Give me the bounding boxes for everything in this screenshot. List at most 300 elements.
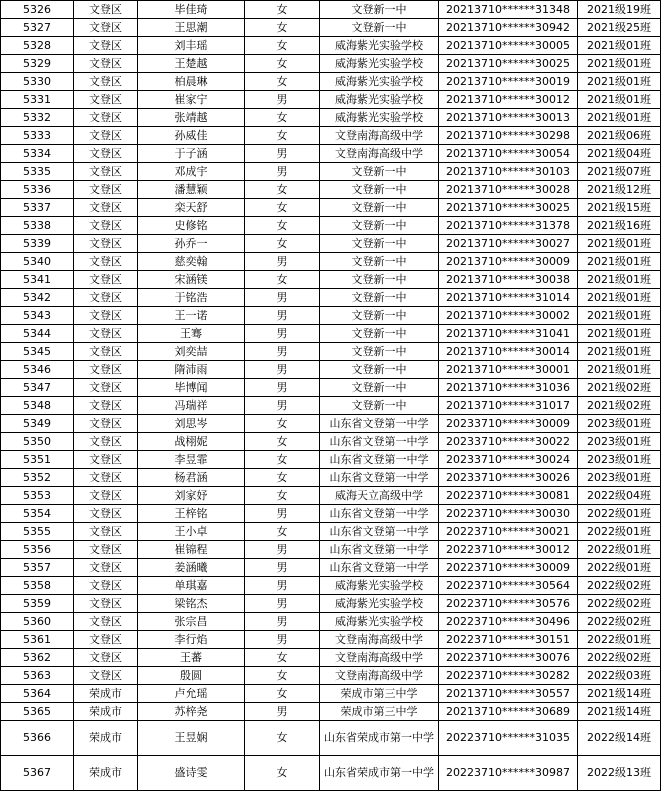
table-row xyxy=(1,19,661,37)
row-number-cell: 5345 xyxy=(1,343,74,361)
table-row xyxy=(1,667,661,685)
gender-cell: 女 xyxy=(245,667,320,685)
student-id-cell: 20213710******30025 xyxy=(439,199,578,217)
student-id-cell: 20233710******30022 xyxy=(439,433,578,451)
row-number-cell: 5359 xyxy=(1,595,74,613)
district-cell: 文登区 xyxy=(74,1,138,19)
class-cell: 2021级01班 xyxy=(578,325,661,343)
name-cell: 姜涵曦 xyxy=(138,559,245,577)
district-cell: 文登区 xyxy=(74,505,138,523)
gender-cell: 女 xyxy=(245,433,320,451)
table-row xyxy=(1,37,661,55)
name-cell: 李昱霏 xyxy=(138,451,245,469)
student-id-cell: 20213710******31348 xyxy=(439,1,578,19)
row-number-cell: 5337 xyxy=(1,199,74,217)
table-row xyxy=(1,163,661,181)
school-cell: 山东省文登第一中学 xyxy=(320,415,439,433)
student-id-cell: 20213710******30005 xyxy=(439,37,578,55)
class-cell: 2023级01班 xyxy=(578,451,661,469)
school-cell: 山东省文登第一中学 xyxy=(320,469,439,487)
district-cell: 文登区 xyxy=(74,577,138,595)
class-cell: 2021级14班 xyxy=(578,703,661,721)
school-cell: 文登新一中 xyxy=(320,217,439,235)
name-cell: 王蕃 xyxy=(138,649,245,667)
district-cell: 文登区 xyxy=(74,451,138,469)
gender-cell: 女 xyxy=(245,235,320,253)
school-cell: 威海紫光实验学校 xyxy=(320,577,439,595)
name-cell: 杨君涵 xyxy=(138,469,245,487)
student-id-cell: 20223710******31035 xyxy=(439,721,578,756)
gender-cell: 女 xyxy=(245,109,320,127)
gender-cell: 女 xyxy=(245,199,320,217)
district-cell: 文登区 xyxy=(74,343,138,361)
name-cell: 孙威佳 xyxy=(138,127,245,145)
gender-cell: 男 xyxy=(245,559,320,577)
district-cell: 文登区 xyxy=(74,19,138,37)
gender-cell: 男 xyxy=(245,397,320,415)
school-cell: 文登南海高级中学 xyxy=(320,127,439,145)
table-row xyxy=(1,199,661,217)
row-number-cell: 5351 xyxy=(1,451,74,469)
district-cell: 文登区 xyxy=(74,307,138,325)
district-cell: 文登区 xyxy=(74,631,138,649)
class-cell: 2021级01班 xyxy=(578,109,661,127)
row-number-cell: 5346 xyxy=(1,361,74,379)
student-id-cell: 20223710******30076 xyxy=(439,649,578,667)
student-id-cell: 20213710******30298 xyxy=(439,127,578,145)
name-cell: 于子涵 xyxy=(138,145,245,163)
student-id-cell: 20223710******30282 xyxy=(439,667,578,685)
class-cell: 2022级13班 xyxy=(578,756,661,791)
name-cell: 李行焰 xyxy=(138,631,245,649)
district-cell: 文登区 xyxy=(74,559,138,577)
name-cell: 王思潮 xyxy=(138,19,245,37)
gender-cell: 男 xyxy=(245,307,320,325)
name-cell: 王小卓 xyxy=(138,523,245,541)
table-row xyxy=(1,271,661,289)
school-cell: 山东省文登第一中学 xyxy=(320,541,439,559)
table-row xyxy=(1,433,661,451)
row-number-cell: 5350 xyxy=(1,433,74,451)
table-row xyxy=(1,235,661,253)
class-cell: 2021级01班 xyxy=(578,91,661,109)
district-cell: 文登区 xyxy=(74,73,138,91)
table-row xyxy=(1,343,661,361)
name-cell: 慈奕翰 xyxy=(138,253,245,271)
student-id-cell: 20223710******30576 xyxy=(439,595,578,613)
district-cell: 文登区 xyxy=(74,127,138,145)
name-cell: 刘奕喆 xyxy=(138,343,245,361)
row-number-cell: 5338 xyxy=(1,217,74,235)
school-cell: 威海紫光实验学校 xyxy=(320,91,439,109)
class-cell: 2023级01班 xyxy=(578,469,661,487)
table-row xyxy=(1,127,661,145)
row-number-cell: 5363 xyxy=(1,667,74,685)
class-cell: 2021级02班 xyxy=(578,379,661,397)
table-row xyxy=(1,685,661,703)
district-cell: 文登区 xyxy=(74,253,138,271)
row-number-cell: 5341 xyxy=(1,271,74,289)
row-number-cell: 5328 xyxy=(1,37,74,55)
student-id-cell: 20213710******30038 xyxy=(439,271,578,289)
class-cell: 2021级01班 xyxy=(578,343,661,361)
gender-cell: 女 xyxy=(245,523,320,541)
school-cell: 文登南海高级中学 xyxy=(320,631,439,649)
student-id-cell: 20223710******30987 xyxy=(439,756,578,791)
table-row xyxy=(1,541,661,559)
student-id-cell: 20213710******30012 xyxy=(439,91,578,109)
district-cell: 文登区 xyxy=(74,649,138,667)
table-row xyxy=(1,379,661,397)
name-cell: 王楚越 xyxy=(138,55,245,73)
name-cell: 卢允瑶 xyxy=(138,685,245,703)
class-cell: 2022级02班 xyxy=(578,595,661,613)
gender-cell: 女 xyxy=(245,487,320,505)
name-cell: 殷圆 xyxy=(138,667,245,685)
student-id-cell: 20213710******31378 xyxy=(439,217,578,235)
district-cell: 文登区 xyxy=(74,613,138,631)
class-cell: 2022级03班 xyxy=(578,667,661,685)
row-number-cell: 5347 xyxy=(1,379,74,397)
school-cell: 山东省文登第一中学 xyxy=(320,523,439,541)
name-cell: 王梓铭 xyxy=(138,505,245,523)
row-number-cell: 5326 xyxy=(1,1,74,19)
school-cell: 山东省荣成市第一中学 xyxy=(320,721,439,756)
district-cell: 文登区 xyxy=(74,163,138,181)
class-cell: 2021级25班 xyxy=(578,19,661,37)
row-number-cell: 5329 xyxy=(1,55,74,73)
class-cell: 2022级01班 xyxy=(578,541,661,559)
student-id-cell: 20223710******30021 xyxy=(439,523,578,541)
name-cell: 张宗昌 xyxy=(138,613,245,631)
school-cell: 文登南海高级中学 xyxy=(320,667,439,685)
class-cell: 2021级07班 xyxy=(578,163,661,181)
school-cell: 文登新一中 xyxy=(320,361,439,379)
district-cell: 文登区 xyxy=(74,487,138,505)
gender-cell: 女 xyxy=(245,37,320,55)
student-id-cell: 20223710******30030 xyxy=(439,505,578,523)
name-cell: 王骞 xyxy=(138,325,245,343)
class-cell: 2022级04班 xyxy=(578,487,661,505)
row-number-cell: 5357 xyxy=(1,559,74,577)
class-cell: 2022级02班 xyxy=(578,613,661,631)
row-number-cell: 5327 xyxy=(1,19,74,37)
district-cell: 文登区 xyxy=(74,433,138,451)
class-cell: 2021级01班 xyxy=(578,289,661,307)
student-id-cell: 20213710******30054 xyxy=(439,145,578,163)
school-cell: 威海紫光实验学校 xyxy=(320,595,439,613)
gender-cell: 女 xyxy=(245,217,320,235)
table-row xyxy=(1,613,661,631)
name-cell: 刘思岑 xyxy=(138,415,245,433)
name-cell: 宋涵镁 xyxy=(138,271,245,289)
name-cell: 张靖越 xyxy=(138,109,245,127)
district-cell: 文登区 xyxy=(74,181,138,199)
class-cell: 2023级01班 xyxy=(578,433,661,451)
student-id-cell: 20213710******30103 xyxy=(439,163,578,181)
row-number-cell: 5352 xyxy=(1,469,74,487)
district-cell: 荣成市 xyxy=(74,756,138,791)
table-row xyxy=(1,559,661,577)
row-number-cell: 5364 xyxy=(1,685,74,703)
gender-cell: 男 xyxy=(245,703,320,721)
student-id-cell: 20213710******30002 xyxy=(439,307,578,325)
gender-cell: 男 xyxy=(245,613,320,631)
student-id-cell: 20213710******30689 xyxy=(439,703,578,721)
table-row xyxy=(1,325,661,343)
row-number-cell: 5336 xyxy=(1,181,74,199)
name-cell: 毕博闻 xyxy=(138,379,245,397)
name-cell: 单琪嘉 xyxy=(138,577,245,595)
district-cell: 文登区 xyxy=(74,325,138,343)
district-cell: 文登区 xyxy=(74,469,138,487)
student-id-cell: 20233710******30026 xyxy=(439,469,578,487)
table-row xyxy=(1,361,661,379)
name-cell: 于铭浩 xyxy=(138,289,245,307)
gender-cell: 女 xyxy=(245,451,320,469)
student-id-cell: 20223710******30151 xyxy=(439,631,578,649)
school-cell: 威海紫光实验学校 xyxy=(320,109,439,127)
row-number-cell: 5361 xyxy=(1,631,74,649)
student-id-cell: 20213710******31036 xyxy=(439,379,578,397)
gender-cell: 男 xyxy=(245,289,320,307)
student-id-cell: 20213710******30019 xyxy=(439,73,578,91)
school-cell: 山东省文登第一中学 xyxy=(320,433,439,451)
school-cell: 文登新一中 xyxy=(320,289,439,307)
row-number-cell: 5349 xyxy=(1,415,74,433)
gender-cell: 女 xyxy=(245,19,320,37)
student-id-cell: 20223710******30496 xyxy=(439,613,578,631)
school-cell: 文登新一中 xyxy=(320,343,439,361)
table-row xyxy=(1,73,661,91)
student-id-cell: 20213710******31041 xyxy=(439,325,578,343)
gender-cell: 男 xyxy=(245,91,320,109)
table-row xyxy=(1,145,661,163)
gender-cell: 男 xyxy=(245,505,320,523)
row-number-cell: 5344 xyxy=(1,325,74,343)
row-number-cell: 5330 xyxy=(1,73,74,91)
school-cell: 文登新一中 xyxy=(320,1,439,19)
gender-cell: 女 xyxy=(245,1,320,19)
table-row xyxy=(1,595,661,613)
gender-cell: 男 xyxy=(245,631,320,649)
row-number-cell: 5362 xyxy=(1,649,74,667)
district-cell: 文登区 xyxy=(74,397,138,415)
district-cell: 文登区 xyxy=(74,541,138,559)
class-cell: 2021级01班 xyxy=(578,307,661,325)
table-row xyxy=(1,109,661,127)
table-row xyxy=(1,703,661,721)
gender-cell: 男 xyxy=(245,325,320,343)
district-cell: 文登区 xyxy=(74,415,138,433)
name-cell: 王一诺 xyxy=(138,307,245,325)
district-cell: 文登区 xyxy=(74,667,138,685)
district-cell: 文登区 xyxy=(74,361,138,379)
gender-cell: 男 xyxy=(245,163,320,181)
gender-cell: 女 xyxy=(245,756,320,791)
student-id-cell: 20213710******30001 xyxy=(439,361,578,379)
gender-cell: 女 xyxy=(245,415,320,433)
school-cell: 文登新一中 xyxy=(320,199,439,217)
gender-cell: 男 xyxy=(245,595,320,613)
student-id-cell: 20213710******30942 xyxy=(439,19,578,37)
school-cell: 荣成市第三中学 xyxy=(320,703,439,721)
name-cell: 孙乔一 xyxy=(138,235,245,253)
class-cell: 2023级01班 xyxy=(578,415,661,433)
row-number-cell: 5334 xyxy=(1,145,74,163)
student-id-cell: 20213710******30013 xyxy=(439,109,578,127)
student-id-cell: 20213710******30557 xyxy=(439,685,578,703)
row-number-cell: 5358 xyxy=(1,577,74,595)
gender-cell: 女 xyxy=(245,721,320,756)
gender-cell: 男 xyxy=(245,343,320,361)
table-row xyxy=(1,469,661,487)
table-row xyxy=(1,649,661,667)
row-number-cell: 5366 xyxy=(1,721,74,756)
school-cell: 文登南海高级中学 xyxy=(320,145,439,163)
student-id-cell: 20223710******30081 xyxy=(439,487,578,505)
class-cell: 2021级12班 xyxy=(578,181,661,199)
student-id-cell: 20213710******30025 xyxy=(439,55,578,73)
row-number-cell: 5356 xyxy=(1,541,74,559)
school-cell: 山东省文登第一中学 xyxy=(320,505,439,523)
name-cell: 梁铭杰 xyxy=(138,595,245,613)
student-id-cell: 20233710******30024 xyxy=(439,451,578,469)
name-cell: 崔家宁 xyxy=(138,91,245,109)
class-cell: 2022级14班 xyxy=(578,721,661,756)
name-cell: 毕佳琦 xyxy=(138,1,245,19)
school-cell: 山东省荣成市第一中学 xyxy=(320,756,439,791)
student-id-cell: 20233710******30009 xyxy=(439,415,578,433)
name-cell: 苏梓尧 xyxy=(138,703,245,721)
class-cell: 2022级02班 xyxy=(578,577,661,595)
row-number-cell: 5339 xyxy=(1,235,74,253)
table-row xyxy=(1,505,661,523)
row-number-cell: 5332 xyxy=(1,109,74,127)
table-row xyxy=(1,289,661,307)
row-number-cell: 5354 xyxy=(1,505,74,523)
class-cell: 2021级16班 xyxy=(578,217,661,235)
district-cell: 荣成市 xyxy=(74,703,138,721)
class-cell: 2022级01班 xyxy=(578,559,661,577)
row-number-cell: 5331 xyxy=(1,91,74,109)
student-id-cell: 20213710******30028 xyxy=(439,181,578,199)
district-cell: 文登区 xyxy=(74,55,138,73)
name-cell: 史修铭 xyxy=(138,217,245,235)
district-cell: 文登区 xyxy=(74,379,138,397)
class-cell: 2021级01班 xyxy=(578,73,661,91)
district-cell: 文登区 xyxy=(74,199,138,217)
district-cell: 文登区 xyxy=(74,217,138,235)
name-cell: 刘家妤 xyxy=(138,487,245,505)
class-cell: 2021级19班 xyxy=(578,1,661,19)
class-cell: 2021级02班 xyxy=(578,397,661,415)
table-row xyxy=(1,721,661,756)
name-cell: 冯瑞祥 xyxy=(138,397,245,415)
class-cell: 2021级15班 xyxy=(578,199,661,217)
name-cell: 邓成宇 xyxy=(138,163,245,181)
district-cell: 文登区 xyxy=(74,595,138,613)
school-cell: 文登新一中 xyxy=(320,379,439,397)
class-cell: 2021级04班 xyxy=(578,145,661,163)
class-cell: 2021级01班 xyxy=(578,55,661,73)
school-cell: 文登新一中 xyxy=(320,325,439,343)
table-row xyxy=(1,217,661,235)
class-cell: 2021级01班 xyxy=(578,37,661,55)
name-cell: 潘慧颖 xyxy=(138,181,245,199)
school-cell: 文登新一中 xyxy=(320,235,439,253)
table-row xyxy=(1,55,661,73)
name-cell: 柏晨琳 xyxy=(138,73,245,91)
district-cell: 文登区 xyxy=(74,145,138,163)
name-cell: 盛诗雯 xyxy=(138,756,245,791)
district-cell: 文登区 xyxy=(74,289,138,307)
school-cell: 文登新一中 xyxy=(320,163,439,181)
table-row xyxy=(1,631,661,649)
district-cell: 荣成市 xyxy=(74,721,138,756)
school-cell: 山东省文登第一中学 xyxy=(320,559,439,577)
class-cell: 2021级01班 xyxy=(578,271,661,289)
school-cell: 文登新一中 xyxy=(320,307,439,325)
gender-cell: 男 xyxy=(245,379,320,397)
gender-cell: 男 xyxy=(245,577,320,595)
gender-cell: 女 xyxy=(245,73,320,91)
class-cell: 2022级01班 xyxy=(578,631,661,649)
table-row xyxy=(1,451,661,469)
school-cell: 文登新一中 xyxy=(320,19,439,37)
district-cell: 文登区 xyxy=(74,235,138,253)
district-cell: 文登区 xyxy=(74,91,138,109)
table-row xyxy=(1,415,661,433)
school-cell: 威海天立高级中学 xyxy=(320,487,439,505)
school-cell: 文登新一中 xyxy=(320,397,439,415)
gender-cell: 女 xyxy=(245,649,320,667)
row-number-cell: 5367 xyxy=(1,756,74,791)
table-row xyxy=(1,307,661,325)
row-number-cell: 5348 xyxy=(1,397,74,415)
student-id-cell: 20213710******31017 xyxy=(439,397,578,415)
student-id-cell: 20223710******30012 xyxy=(439,541,578,559)
student-id-cell: 20223710******30564 xyxy=(439,577,578,595)
name-cell: 崔锦程 xyxy=(138,541,245,559)
school-cell: 威海紫光实验学校 xyxy=(320,613,439,631)
class-cell: 2021级01班 xyxy=(578,253,661,271)
gender-cell: 女 xyxy=(245,271,320,289)
row-number-cell: 5333 xyxy=(1,127,74,145)
student-id-cell: 20213710******31014 xyxy=(439,289,578,307)
gender-cell: 男 xyxy=(245,253,320,271)
district-cell: 荣成市 xyxy=(74,685,138,703)
district-cell: 文登区 xyxy=(74,109,138,127)
class-cell: 2021级01班 xyxy=(578,361,661,379)
school-cell: 威海紫光实验学校 xyxy=(320,37,439,55)
school-cell: 文登新一中 xyxy=(320,271,439,289)
school-cell: 威海紫光实验学校 xyxy=(320,73,439,91)
gender-cell: 男 xyxy=(245,541,320,559)
student-id-cell: 20213710******30009 xyxy=(439,253,578,271)
name-cell: 栾天舒 xyxy=(138,199,245,217)
school-cell: 文登新一中 xyxy=(320,253,439,271)
class-cell: 2022级01班 xyxy=(578,505,661,523)
table-row xyxy=(1,253,661,271)
table-row xyxy=(1,577,661,595)
table-row xyxy=(1,1,661,19)
school-cell: 山东省文登第一中学 xyxy=(320,451,439,469)
class-cell: 2022级01班 xyxy=(578,523,661,541)
table-row xyxy=(1,487,661,505)
gender-cell: 女 xyxy=(245,55,320,73)
district-cell: 文登区 xyxy=(74,271,138,289)
